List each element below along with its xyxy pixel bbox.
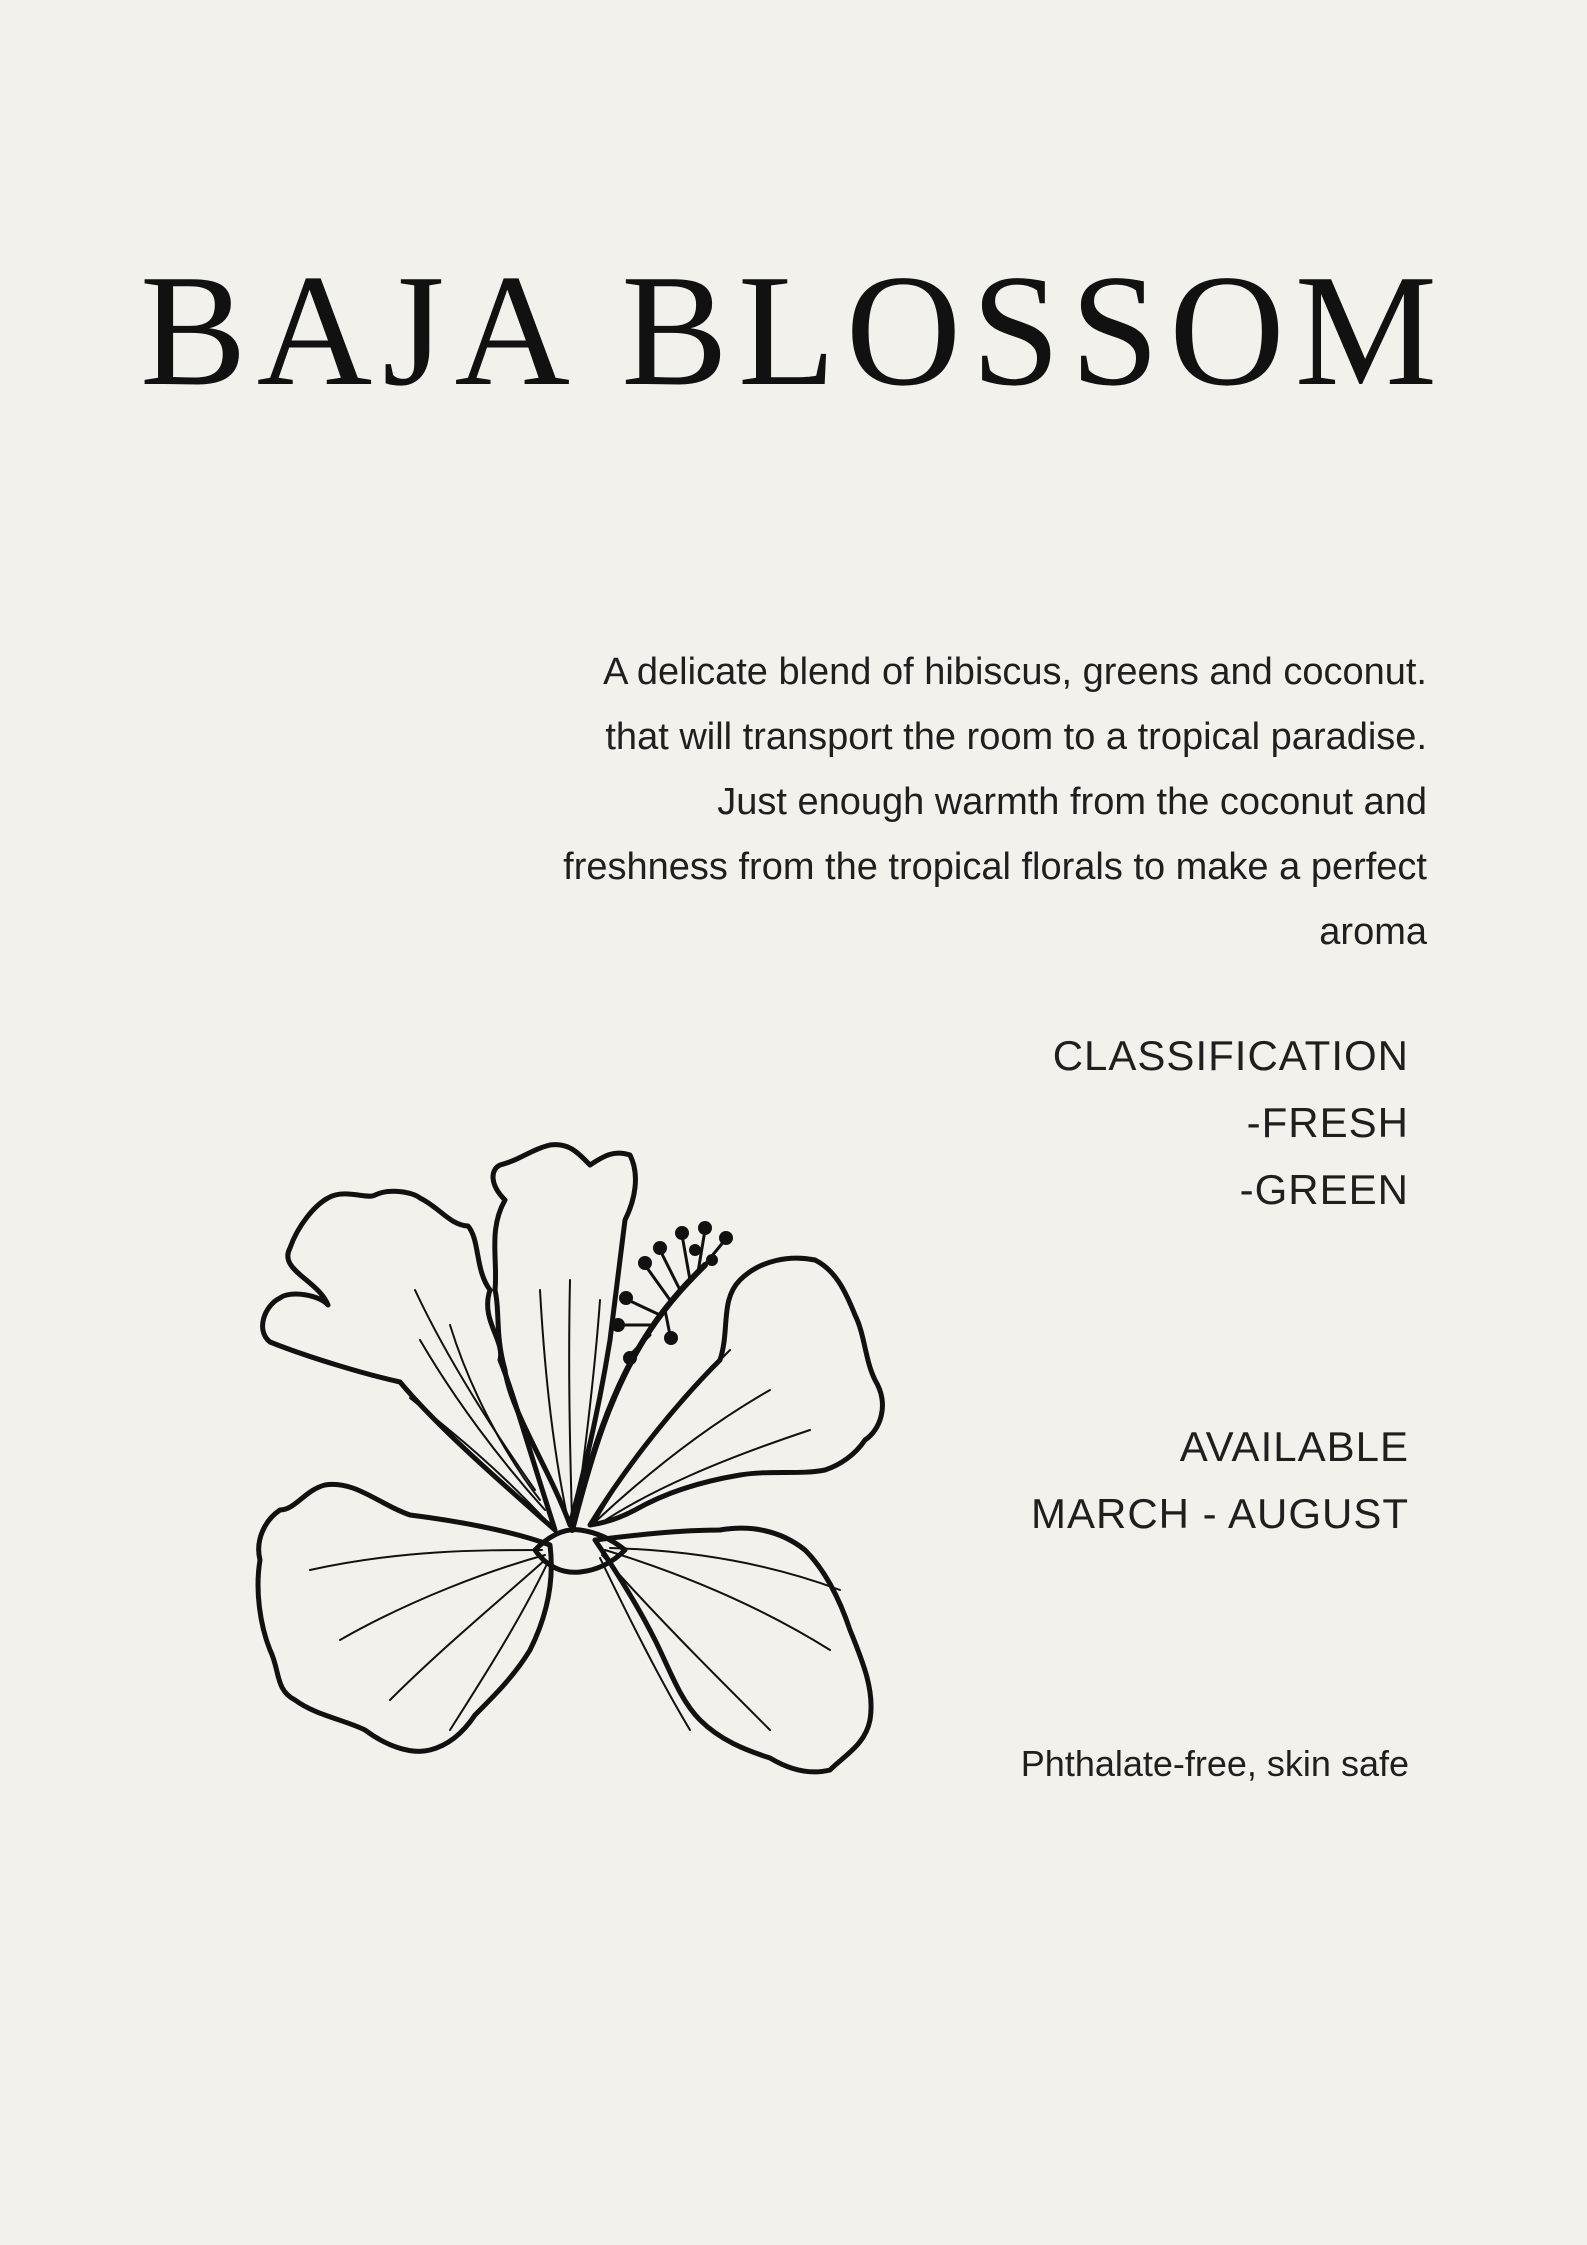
product-title: BAJA BLOSSOM: [139, 241, 1448, 419]
hibiscus-flower-icon: [250, 1130, 900, 1780]
classification-item: -GREEN: [1239, 1166, 1409, 1213]
description-line: that will transport the room to a tropical paradise.: [605, 716, 1427, 758]
safety-note: Phthalate-free, skin safe: [1020, 1743, 1409, 1784]
classification-heading: CLASSIFICATION: [1052, 1032, 1409, 1079]
description-line: A delicate blend of hibiscus, greens and coconut.: [603, 651, 1427, 693]
classification-item: -FRESH: [1246, 1099, 1409, 1146]
description-line: aroma: [1319, 911, 1427, 953]
description-line: Just enough warmth from the coconut and: [717, 781, 1427, 823]
product-description: [307, 640, 1427, 965]
availability-period: MARCH - AUGUST: [1030, 1490, 1409, 1537]
classification-block: [1053, 1022, 1409, 1223]
description-line: freshness from the tropical florals to make a perfect: [563, 846, 1427, 888]
availability-heading: AVAILABLE: [1179, 1423, 1409, 1470]
availability-block: [1031, 1413, 1409, 1547]
